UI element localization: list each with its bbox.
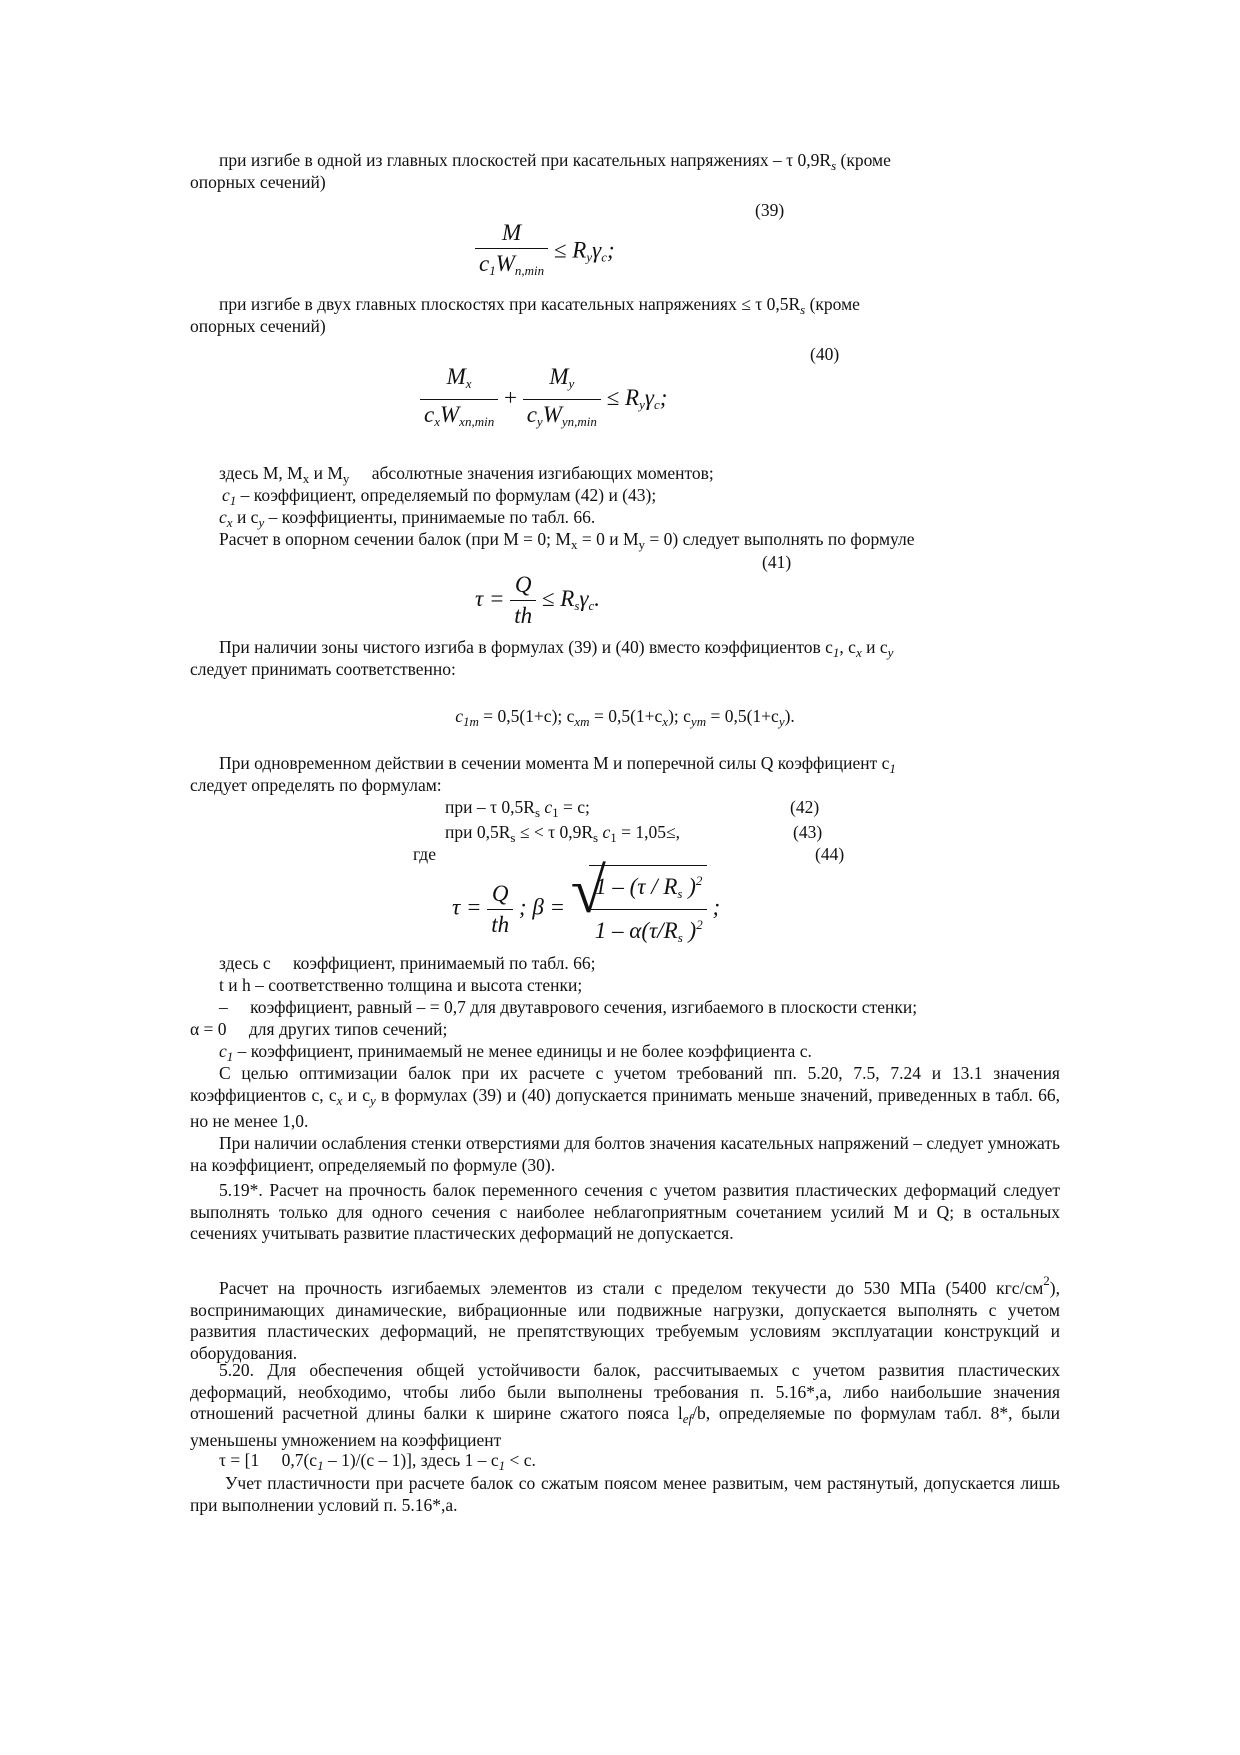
square-root-sign: √ $\frac{1 - (\tau / R_s )^2}{1 - \alpha(\tau/R_s )^2}$ [571, 865, 707, 953]
definition-alpha: –   коэффициент, равный – = 0,7 для двутаврового сечения, изгибаемого в плоскости стенки; [219, 997, 918, 1017]
paragraph-steel-strength: Расчет на прочность изгибаемых элементов из стали с пределом текучести до 530 МПа (5400 кгс/$см^2$), воспринимающих динамические, вибрационные или подвижные нагрузки, допускается выполнять с учетом развития пластических деформаций, не препятствующих требуемым условиям эксплуатации конструкций и оборудования. [190, 1273, 1060, 1363]
equation-number-39: (39) [755, 200, 785, 220]
formula-43: при $0,5R_s$ ≤ < τ $0,9R_s$ $c_1 = 1,05\le$, [445, 822, 680, 845]
definition-c: здесь c   коэффициент, принимаемый по табл. 66; [219, 953, 596, 973]
equation-number-41: (41) [762, 552, 792, 572]
paragraph-simultaneous-action-line2: следует определять по формулам: [190, 775, 442, 795]
formula-44: τ = $\frac{Q}{th}$ ; β = √ $\frac{1 - (\tau / R_s )^2}{1 - \alpha(\tau/R_s )^2}$ ; [452, 865, 720, 953]
definition-c1-min: $c_1$ – коэффициент, принимаемый не менее единицы и не более коэффициента c. [219, 1041, 812, 1064]
where-label: где [413, 844, 436, 864]
paragraph-bending-one-plane: при изгибе в одной из главных плоскостей при касательных напряжениях – τ $0,9R_s$ (кроме [219, 150, 891, 173]
equation-number-43: (43) [793, 822, 823, 842]
paragraph-bending-one-plane-line2: опорных сечений) [190, 172, 326, 192]
equation-number-42: (42) [790, 797, 820, 817]
formula-c-m-coefficients: $c_{1m} = 0,5(1+c)$; $c_{xm} = 0,5(1+c_x)$; $c_{ym} = 0,5(1+c_y)$. [455, 706, 795, 729]
definition-c1: $c_1$ – коэффициент, определяемый по формулам (42) и (43); [222, 485, 657, 508]
paragraph-plasticity: Учет пластичности при расчете балок со сжатым поясом менее развитым, чем растянутый, допускается лишь при выполнении условий п. 5.16*,а. [190, 1473, 1060, 1515]
definition-moments: здесь M, $M_x$ и $M_y$   абсолютные значения изгибающих моментов; [219, 463, 714, 486]
equation-number-40: (40) [810, 344, 840, 364]
equation-number-44: (44) [815, 844, 845, 864]
formula-40: $\frac{M_x}{c_xW_{xn,min}}$ + $\frac{M_y}{c_yW_{yn,min}}$ ≤ $R_y\gamma_c$; [420, 362, 667, 437]
paragraph-bending-two-planes-line2: опорных сечений) [190, 316, 326, 336]
formula-41: τ = $\frac{Q}{th}$ ≤ $R_s\gamma_c$. [475, 572, 601, 628]
paragraph-pure-bending-line2: следует принимать соответственно: [190, 659, 456, 679]
definition-cx-cy: $c_x$ и $c_y$ – коэффициенты, принимаемые по табл. 66. [219, 507, 596, 530]
paragraph-5-20: 5.20. Для обеспечения общей устойчивости балок, рассчитываемых с учетом развития пластических деформаций, необходимо, чтобы либо были выполнены требования п. 5.16*,а, либо наибольшие значения отношений расчетной длины балки к ширине сжатого пояса $l_{ef}/b$, определяемые по формулам табл. 8*, были уменьшены умножением на коэффициент [190, 1360, 1060, 1450]
formula-reduction-coefficient: τ = [1   $0,7(c_1 - 1)/(c - 1)$], здесь $1 - c_1 < c$. [219, 1450, 536, 1473]
paragraph-pure-bending: При наличии зоны чистого изгиба в формулах (39) и (40) вместо коэффициентов $c_1$, $c_x$ и $c_y$ [219, 637, 894, 660]
paragraph-bolt-holes: При наличии ослабления стенки отверстиями для болтов значения касательных напряжений – следует умножать на коэффициент, определяемый по формуле (30). [190, 1133, 1060, 1175]
definition-t-h: t и h – соответственно толщина и высота стенки; [219, 975, 583, 995]
paragraph-support-section: Расчет в опорном сечении балок (при M = 0; $M_x = 0$ и $M_y = 0$) следует выполнять по формуле [219, 529, 915, 552]
definition-alpha-line2: α = 0   для других типов сечений; [190, 1019, 448, 1039]
paragraph-simultaneous-action: При одновременном действии в сечении момента M и поперечной силы Q коэффициент $c_1$ [219, 753, 896, 776]
paragraph-bending-two-planes: при изгибе в двух главных плоскостях при касательных напряжениях ≤ τ $0,5R_s$ (кроме [219, 294, 860, 317]
paragraph-optimization: С целью оптимизации балок при их расчете с учетом требований пп. 5.20, 7.5, 7.24 и 13.1 значения коэффициентов c, $c_x$ и $c_y$ в формулах (39) и (40) допускается принимать меньше значений, приведенных в табл. 66, но не менее 1,0. [190, 1063, 1060, 1131]
formula-39: $\frac{M}{c_1W_{n,min}}$ ≤ $R_y\gamma_c$; [475, 218, 615, 286]
formula-42: при – τ $0,5R_s$ $c_1 = c$; [445, 797, 590, 820]
paragraph-5-19: 5.19*. Расчет на прочность балок переменного сечения с учетом развития пластических деформаций следует выполнять только для одного сечения с наиболее неблагоприятным сочетанием усилий M и Q; в остальных сечениях учитывать развитие пластических деформаций не допускается. [190, 1180, 1060, 1243]
